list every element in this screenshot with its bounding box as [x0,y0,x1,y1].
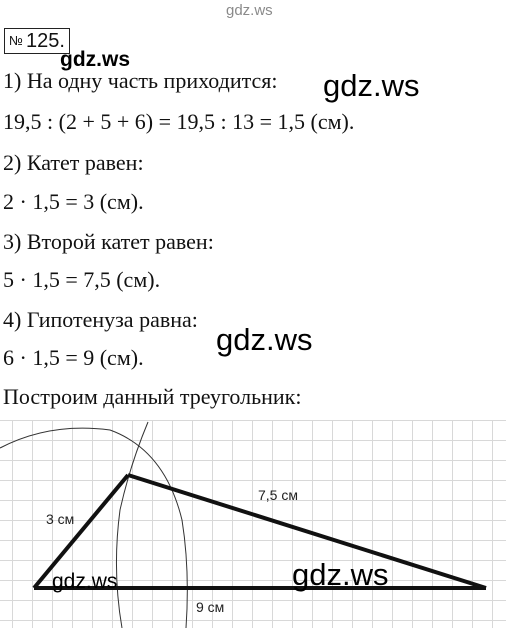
solution-calc-1: 19,5 : (2 + 5 + 6) = 19,5 : 13 = 1,5 (см). [3,109,355,134]
watermark-top: gdz.ws [226,2,273,19]
watermark-small: gdz.ws [60,48,131,71]
solution-calc-2: 2 · 1,5 = 3 (см). [3,189,144,214]
solution-step-3: 3) Второй катет равен: [3,229,214,254]
watermark-1: gdz.ws [323,68,420,103]
grid [0,420,506,628]
watermark-3: gdz.ws [292,557,389,592]
solution-step-1: 1) На одну часть приходится: [3,68,278,93]
number-sign: № [9,33,23,48]
compass-arc-large [0,428,187,628]
watermark-2: gdz.ws [216,322,313,357]
label-side-long: 7,5 см [258,487,298,503]
label-side-base: 9 см [196,599,225,615]
solution-calc-3: 5 · 1,5 = 7,5 (см). [3,267,161,292]
solution-step-4: 4) Гипотенуза равна: [3,307,198,332]
watermark-4: gdz.ws [52,570,118,593]
label-side-short: 3 см [46,511,75,527]
construction-heading: Построим данный треугольник: [3,384,302,409]
solution-step-2: 2) Катет равен: [3,150,144,175]
triangle-construction [0,420,506,628]
solution-calc-4: 6 · 1,5 = 9 (см). [3,345,144,370]
task-number: 125. [25,30,65,52]
